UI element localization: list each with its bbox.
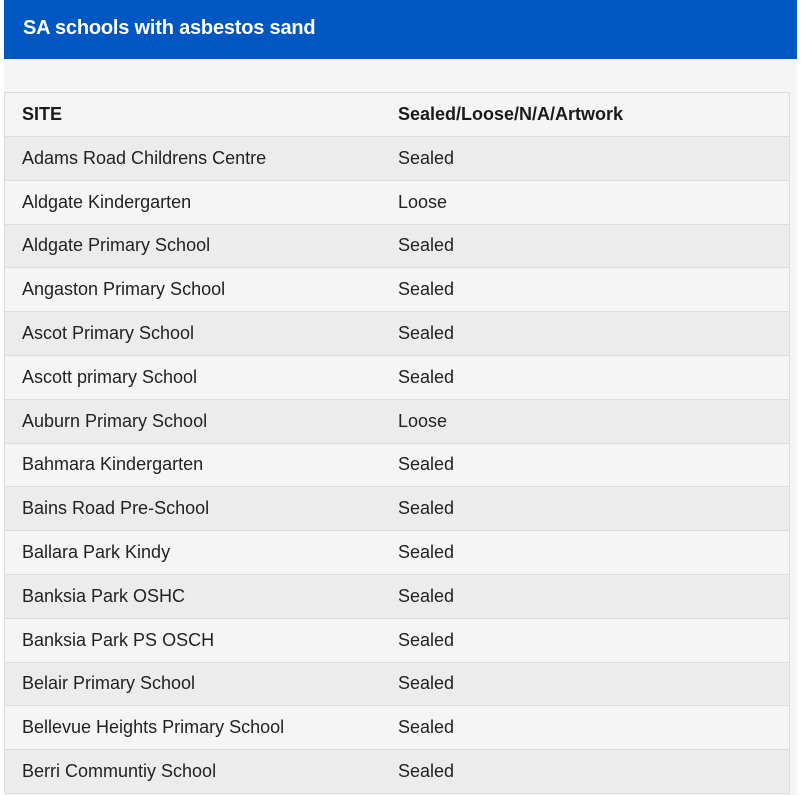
title-bar bbox=[4, 0, 797, 59]
site-cell: Aldgate Primary School bbox=[22, 235, 211, 256]
site-cell: Belair Primary School bbox=[22, 673, 196, 694]
status-cell: Loose bbox=[398, 410, 448, 431]
table-row bbox=[5, 181, 789, 225]
table-row bbox=[5, 750, 789, 794]
site-cell: Banksia Park PS OSCH bbox=[22, 629, 215, 650]
site-cell: Bellevue Heights Primary School bbox=[22, 717, 285, 738]
site-cell: Ascott primary School bbox=[22, 366, 198, 387]
table-body bbox=[5, 137, 789, 794]
status-cell: Sealed bbox=[398, 279, 455, 300]
table-row bbox=[5, 312, 789, 356]
status-cell: Sealed bbox=[398, 498, 455, 519]
table-row bbox=[5, 575, 789, 619]
table-row bbox=[5, 487, 789, 531]
table-row bbox=[5, 137, 789, 181]
status-cell: Sealed bbox=[398, 585, 455, 606]
site-cell: Auburn Primary School bbox=[22, 410, 208, 431]
site-cell: Banksia Park OSHC bbox=[22, 585, 186, 606]
status-cell: Sealed bbox=[398, 717, 455, 738]
table-row bbox=[5, 444, 789, 488]
status-cell: Sealed bbox=[398, 629, 455, 650]
table-row bbox=[5, 400, 789, 444]
table-row bbox=[5, 356, 789, 400]
site-cell: Bahmara Kindergarten bbox=[22, 454, 204, 475]
status-cell: Sealed bbox=[398, 454, 455, 475]
status-cell: Sealed bbox=[398, 323, 455, 344]
table-row bbox=[5, 619, 789, 663]
status-cell: Loose bbox=[398, 191, 448, 212]
site-cell: Ascot Primary School bbox=[22, 323, 195, 344]
table-row bbox=[5, 706, 789, 750]
site-cell: Berri Communtiy School bbox=[22, 761, 217, 782]
table-row bbox=[5, 268, 789, 312]
site-cell: Aldgate Kindergarten bbox=[22, 191, 192, 212]
site-cell: Adams Road Childrens Centre bbox=[22, 147, 267, 168]
column-header-status: Sealed/Loose/N/A/Artwork bbox=[398, 104, 624, 124]
status-cell: Sealed bbox=[398, 761, 455, 782]
schools-table bbox=[4, 92, 790, 794]
table-row bbox=[5, 531, 789, 575]
table-row bbox=[5, 225, 789, 269]
status-cell: Sealed bbox=[398, 147, 455, 168]
column-header-site: SITE bbox=[22, 104, 63, 124]
table-header-row bbox=[5, 93, 789, 137]
page-title: SA schools with asbestos sand bbox=[23, 17, 316, 39]
site-cell: Bains Road Pre-School bbox=[22, 498, 210, 519]
status-cell: Sealed bbox=[398, 673, 455, 694]
site-cell: Angaston Primary School bbox=[22, 279, 226, 300]
status-cell: Sealed bbox=[398, 542, 455, 563]
site-cell: Ballara Park Kindy bbox=[22, 542, 171, 563]
table-panel bbox=[4, 59, 797, 795]
status-cell: Sealed bbox=[398, 366, 455, 387]
status-cell: Sealed bbox=[398, 235, 455, 256]
table-row bbox=[5, 663, 789, 707]
